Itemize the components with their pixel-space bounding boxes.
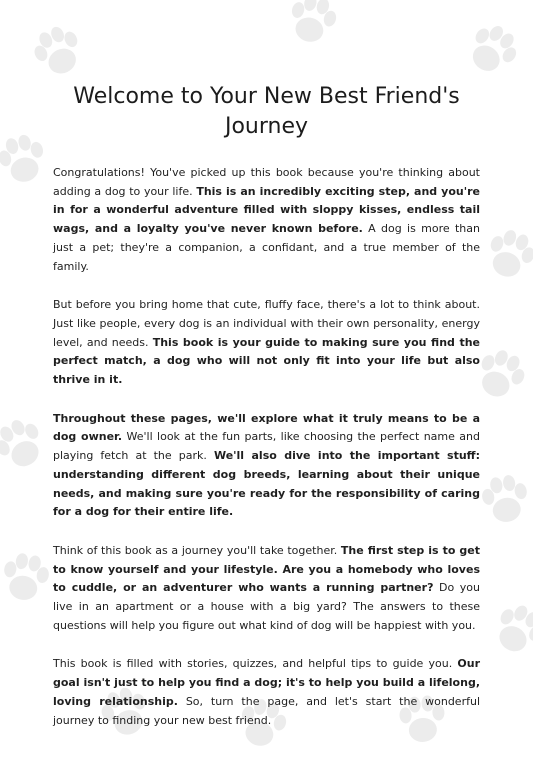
bold-text-run: Throughout these pages, we'll explore what it truly means to be a dog owner. bbox=[53, 411, 480, 444]
text-run: Congratulations! You've picked up this book because you're thinking about adding a dog to your life. bbox=[53, 166, 480, 198]
page-title: Welcome to Your New Best Friend's Journey bbox=[73, 84, 460, 139]
paragraph bbox=[53, 296, 480, 390]
text-run: Do you live in an apartment or a house with a big yard? The answers to these questions will help you figure out what kind of dog will be happiest with you. bbox=[53, 581, 480, 632]
bold-text-run: The first step is to get to know yourself and your lifestyle. Are you a homebody who loves to cuddle, or an adventurer who wants a running partner? bbox=[53, 543, 481, 595]
text-run: This book is filled with stories, quizzes, and helpful tips to guide you. bbox=[53, 657, 458, 671]
bold-text-run: Our goal isn't just to help you find a dog; it's to help you build a lifelong, loving relationship. bbox=[53, 657, 480, 708]
bold-text-run: We'll also dive into the important stuff: understanding different dog breeds, learning about their unique needs, and making sure you're ready for the responsibility of caring for a dog for their entire life. bbox=[53, 449, 480, 519]
paragraph bbox=[53, 542, 480, 636]
paragraph bbox=[53, 410, 480, 522]
text-run: But before you bring home that cute, fluffy face, there's a lot to think about. Just like people, every dog is an individual with their own personality, energy level, and needs. bbox=[53, 298, 480, 349]
paragraph bbox=[53, 655, 480, 730]
text-run: Think of this book as a journey you'll take together. bbox=[53, 543, 341, 557]
text-run: A dog is more than just a pet; they're a companion, a confidant, and a true member of the family. bbox=[53, 222, 480, 273]
paragraph bbox=[53, 164, 480, 276]
text-run: We'll look at the fun parts, like choosing the perfect name and playing fetch at the park. bbox=[53, 430, 480, 463]
body-text bbox=[53, 164, 480, 750]
text-run: So, turn the page, and let's start the wonderful journey to finding your new best friend. bbox=[53, 694, 480, 727]
bold-text-run: This book is your guide to making sure you find the perfect match, a dog who will not only fit into your life but also thrive in it. bbox=[53, 335, 480, 387]
bold-text-run: This is an incredibly exciting step, and you're in for a wonderful adventure filled with sloppy kisses, endless tail wags, and a loyalty you've never known before. bbox=[53, 184, 480, 236]
